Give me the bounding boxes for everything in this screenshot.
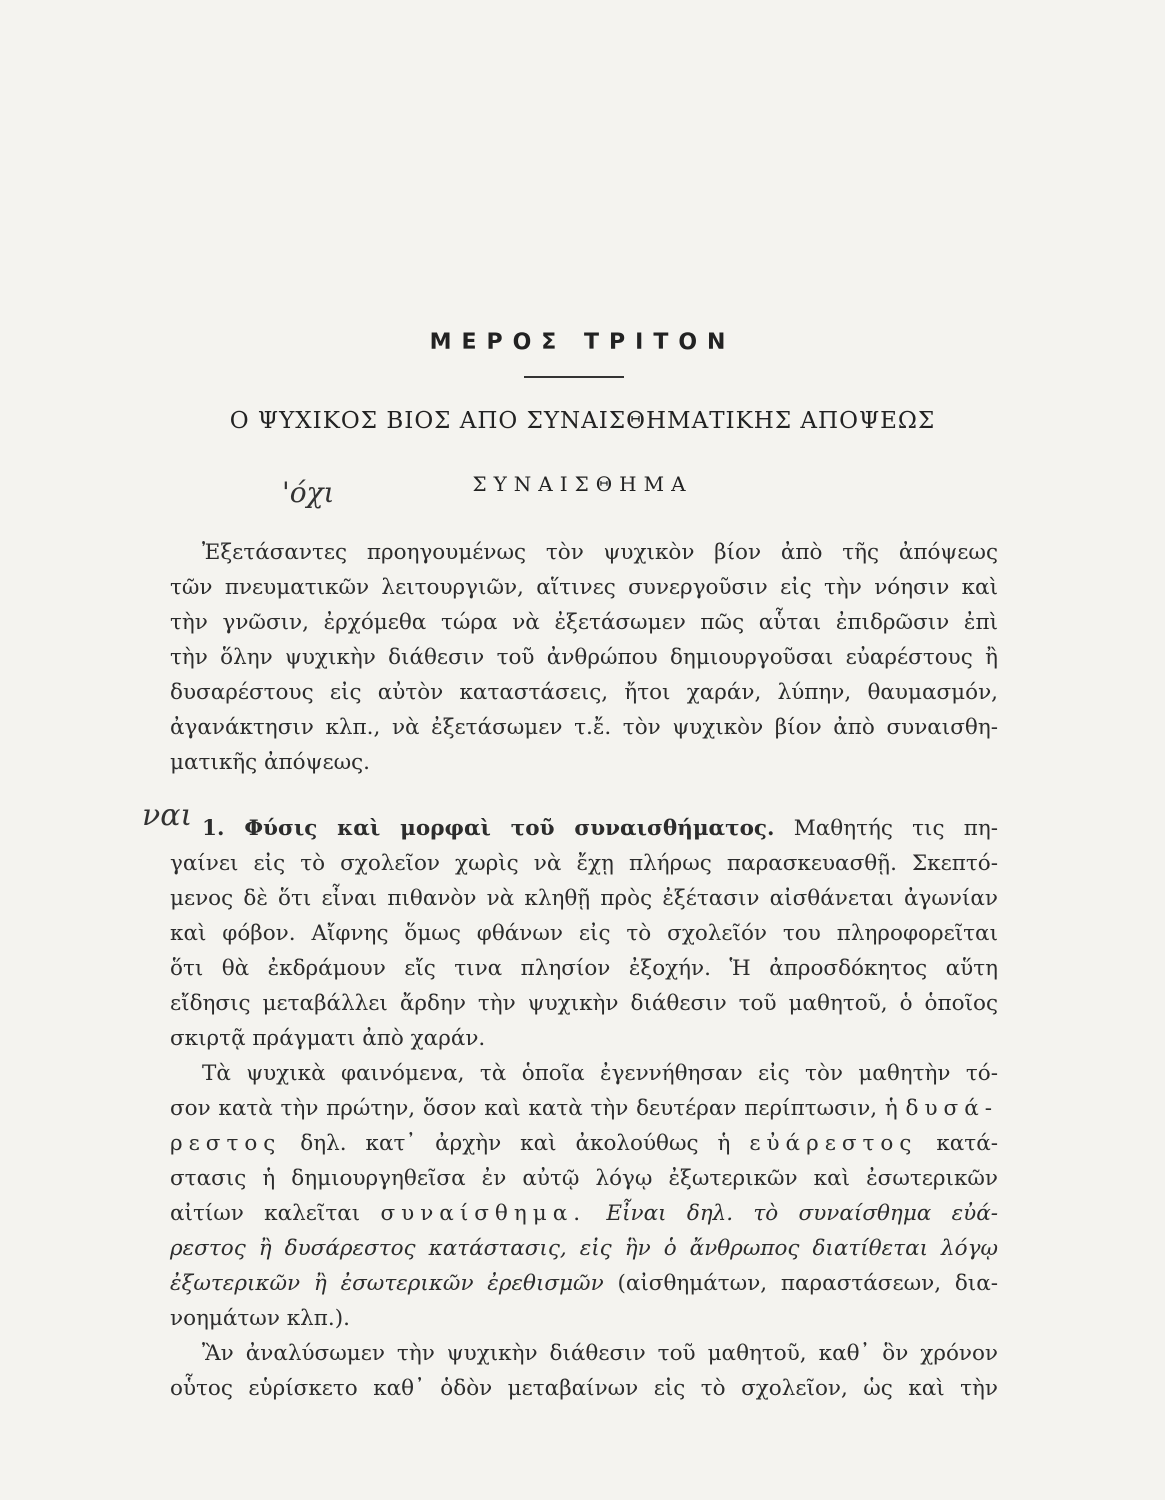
text-line: Τὰ ψυχικὰ φαινόμενα, τὰ ὁποῖα ἐγεννήθησαν εἰς τὸν μαθητὴν τό- bbox=[202, 1061, 998, 1086]
text-span: σον κατὰ τὴν πρώτην, ὅσον καὶ κατὰ τὴν δευτέραν περίπτωσιν, ἡ bbox=[170, 1096, 906, 1121]
text-line: εἴδησις μεταβάλλει ἄρδην τὴν ψυχικὴν διάθεσιν τοῦ μαθητοῦ, ὁ ὁποῖος bbox=[170, 991, 998, 1016]
text-line bbox=[170, 1127, 998, 1161]
chapter-title: Ο ΨΥΧΙΚΟΣ ΒΙΟΣ ΑΠΟ ΣΥΝΑΙΣΘΗΜΑΤΙΚΗΣ ΑΠΟΨΕΩΣ bbox=[229, 408, 936, 434]
text-line bbox=[170, 1197, 998, 1231]
text-span: κατά- bbox=[917, 1131, 998, 1156]
text-line: στασις ἡ δημιουργηθεῖσα ἐν αὐτῷ λόγῳ ἐξωτερικῶν καὶ ἐσωτερικῶν bbox=[170, 1166, 998, 1191]
part-title: ΜΕΡΟΣ ΤΡΙΤΟΝ bbox=[429, 330, 736, 355]
text-span: (αἰσθημάτων, παραστάσεων, δια- bbox=[603, 1271, 998, 1296]
text-line: σκιρτᾷ πράγματι ἀπὸ χαράν. bbox=[170, 1026, 486, 1051]
text-line: ὅτι θὰ ἐκδράμουν εἴς τινα πλησίον ἐξοχήν. Ἡ ἀπροσδόκητος αὕτη bbox=[170, 956, 998, 981]
text-line: ἀγανάκτησιν κλπ., νὰ ἐξετάσωμεν τ.ἔ. τὸν ψυχικὸν βίον ἀπὸ συναισθη- bbox=[170, 715, 998, 740]
text-line: τὴν γνῶσιν, ἐρχόμεθα τώρα νὰ ἐξετάσωμεν πῶς αὗται ἐπιδρῶσιν ἐπὶ bbox=[170, 610, 998, 635]
text-line bbox=[170, 1092, 998, 1126]
handwritten-note: ναι bbox=[142, 798, 193, 833]
text-line: τῶν πνευματικῶν λειτουργιῶν, αἵτινες συνεργοῦσιν εἰς τὴν νόησιν καὶ bbox=[170, 575, 998, 600]
section-heading: 1. Φύσις καὶ μορφαὶ τοῦ συναισθήματος. bbox=[202, 816, 775, 841]
text-line: μενος δὲ ὅτι εἶναι πιθανὸν νὰ κληθῇ πρὸς ἐξέτασιν αἰσθάνεται ἀγωνίαν bbox=[170, 886, 998, 911]
definition-text: Εἶναι δηλ. τὸ συναίσθημα εὐά- bbox=[586, 1201, 998, 1226]
emphasized-term: εὐάρεστος bbox=[749, 1131, 918, 1156]
text-line: ματικῆς ἀπόψεως. bbox=[170, 750, 371, 775]
text-line bbox=[170, 812, 998, 846]
emphasized-term: ρεστος bbox=[170, 1131, 282, 1156]
section-title: ΣΥΝΑΙΣΘΗΜΑ bbox=[472, 472, 693, 496]
emphasized-term: συναίσθημα. bbox=[380, 1201, 587, 1226]
text-span: δηλ. κατ᾽ ἀρχὴν καὶ ἀκολούθως ἡ bbox=[281, 1131, 750, 1156]
text-line: δυσαρέστους εἰς αὐτὸν καταστάσεις, ἤτοι χαράν, λύπην, θαυμασμόν, bbox=[170, 680, 998, 705]
text-line: γαίνει εἰς τὸ σχολεῖον χωρὶς νὰ ἔχῃ πλήρως παρασκευασθῇ. Σκεπτό- bbox=[170, 851, 998, 876]
text-line: οὗτος εὑρίσκετο καθ᾽ ὁδὸν μεταβαίνων εἰς τὸ σχολεῖον, ὡς καὶ τὴν bbox=[170, 1376, 998, 1401]
text-line bbox=[170, 1267, 998, 1301]
text-line: τὴν ὅλην ψυχικὴν διάθεσιν τοῦ ἀνθρώπου δημιουργοῦσαι εὐαρέστους ἢ bbox=[170, 645, 998, 670]
text-line: καὶ φόβον. Αἴφνης ὅμως φθάνων εἰς τὸ σχολεῖόν του πληροφορεῖται bbox=[170, 921, 998, 946]
definition-text: ἐξωτερικῶν ἢ ἐσωτερικῶν ἐρεθισμῶν bbox=[170, 1271, 604, 1296]
definition-text: ρεστος ἢ δυσάρεστος κατάστασις, εἰς ἣν ὁ ἄνθρωπος διατίθεται λόγῳ bbox=[170, 1236, 998, 1261]
text-span: αἰτίων καλεῖται bbox=[170, 1201, 381, 1226]
emphasized-term: δυσά- bbox=[905, 1096, 998, 1121]
text-line: Ἐξετάσαντες προηγουμένως τὸν ψυχικὸν βίον ἀπὸ τῆς ἀπόψεως bbox=[202, 540, 998, 565]
title-divider bbox=[524, 376, 624, 378]
handwritten-note: 'όχι bbox=[282, 476, 335, 509]
text-line: Ἂν ἀναλύσωμεν τὴν ψυχικὴν διάθεσιν τοῦ μαθητοῦ, καθ᾽ ὃν χρόνον bbox=[202, 1341, 998, 1366]
text-span: Μαθητής τις πη- bbox=[793, 816, 998, 841]
text-line: νοημάτων κλπ.). bbox=[170, 1306, 350, 1331]
